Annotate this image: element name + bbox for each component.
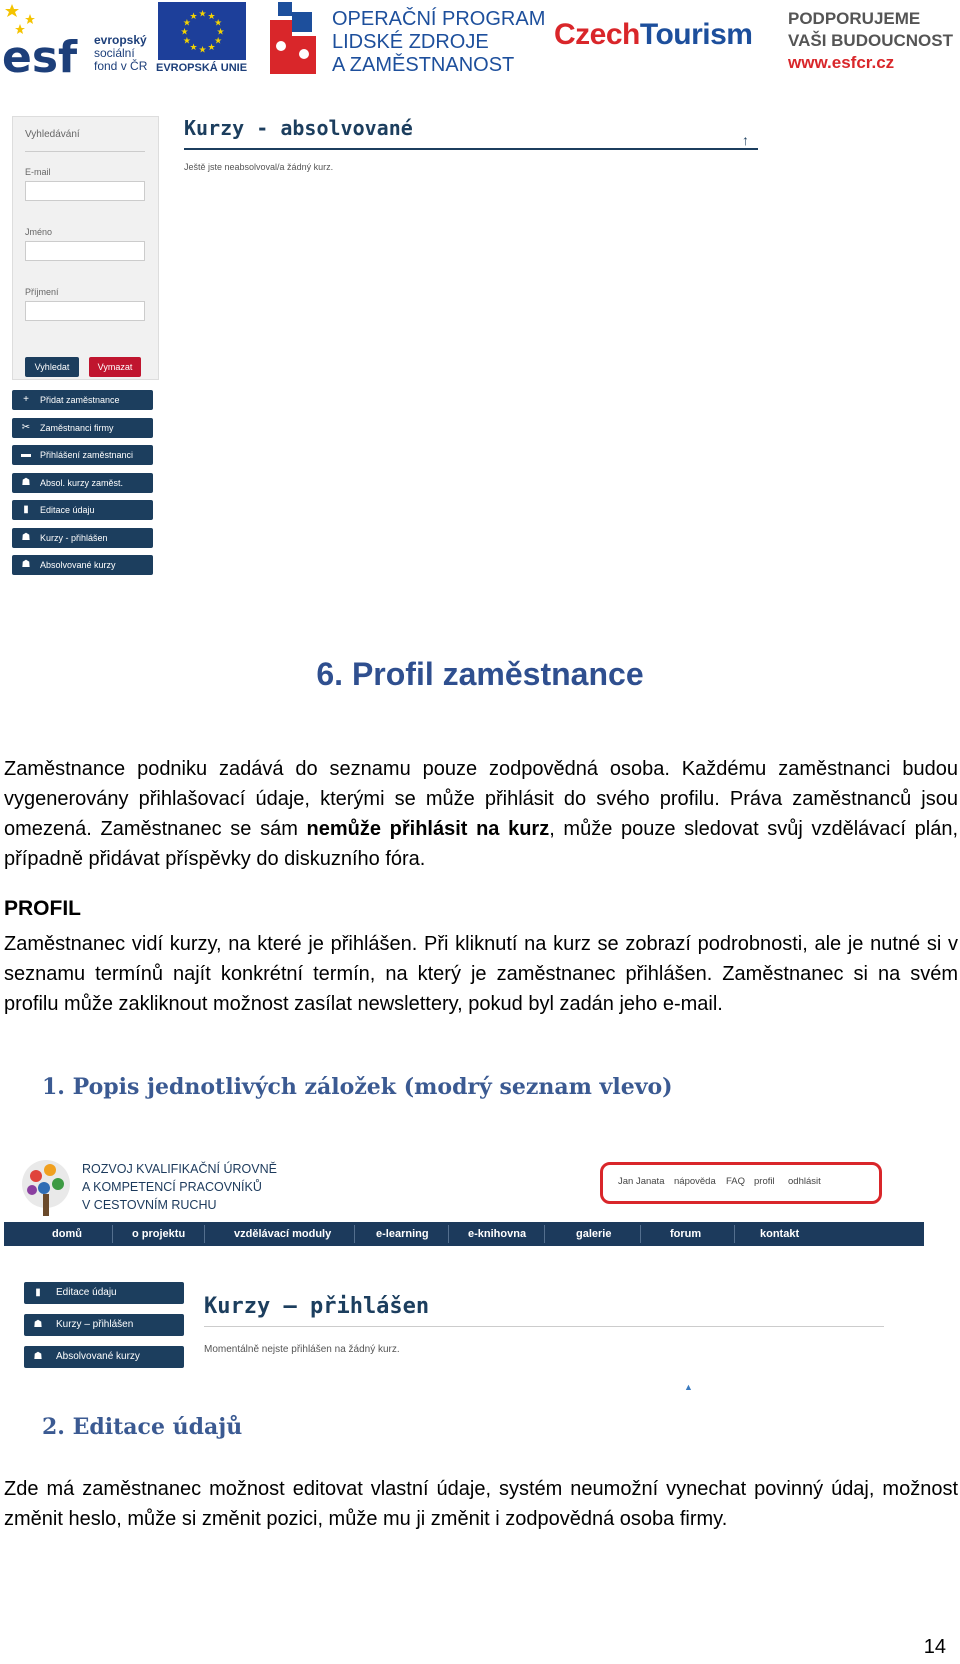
title-underline [184, 148, 758, 150]
subheading-tabs: 1. Popis jednotlivých záložek (modrý seznam vlevo) [42, 1074, 673, 1100]
email-field[interactable] [25, 181, 145, 201]
sidebar-item[interactable] [12, 390, 153, 410]
para-text: , může pouze sledovat svůj vzdělávací plán, případně přidávat příspěvky do diskuzního fóra. [4, 818, 959, 870]
eu-label: EVROPSKÁ UNIE [156, 62, 248, 74]
sidebar-item-label: Editace údaju [56, 1287, 117, 1298]
eu-star-icon: ★ [207, 43, 216, 54]
search-panel [12, 116, 159, 380]
site-title-line: ROZVOJ KVALIFIKAČNÍ ÚROVNĚ [82, 1162, 277, 1176]
profil-label: PROFIL [4, 897, 81, 920]
email-label: E-mail [25, 167, 51, 177]
nav-icon: ▮ [35, 1287, 41, 1298]
name-field[interactable] [25, 241, 145, 261]
clear-button[interactable]: Vymazat [89, 357, 141, 377]
page-title: Kurzy - absolvované [184, 116, 413, 140]
nav-icon: ☗ [21, 531, 31, 543]
menu-item[interactable]: e-knihovna [468, 1228, 527, 1240]
sidebar-item-label: Kurzy - přihlášen [40, 532, 108, 543]
menu-item[interactable]: forum [670, 1228, 702, 1240]
sidebar-item[interactable] [12, 555, 153, 575]
title-underline [204, 1326, 884, 1327]
surname-label: Příjmení [25, 287, 59, 297]
search-title: Vyhledávání [25, 129, 80, 140]
op-line: LIDSKÉ ZDROJE [332, 31, 489, 53]
eu-star-icon: ★ [214, 18, 223, 29]
para-text: Zaměstnance podniku zadává do seznamu pouze zodpovědná osoba. Každému zaměstnanci budou vygenerovány přihlašovací údaje, kterými se může přihlásit do svého profilu. Práva zaměstnanců jsou omezená. Zaměstnanec se sám [4, 758, 958, 840]
esf-logo-text [94, 34, 147, 73]
user-link[interactable]: Jan Janata [618, 1176, 665, 1187]
sidebar-item[interactable] [24, 1314, 184, 1336]
sidebar-item[interactable] [24, 1282, 184, 1304]
eu-star-icon: ★ [198, 45, 207, 56]
site-title-line: A KOMPETENCÍ PRACOVNÍKŮ [82, 1180, 262, 1194]
search-button[interactable]: Vyhledat [25, 357, 79, 377]
page-note: Momentálně nejste přihlášen na žádný kurz. [204, 1344, 400, 1355]
esf-line: fond v ČR [94, 59, 148, 73]
user-link[interactable]: nápověda [674, 1176, 716, 1187]
page-note: Ještě jste neabsolvoval/a žádný kurz. [184, 162, 334, 172]
subheading-edit: 2. Editace údajů [42, 1414, 243, 1440]
nav-icon: + [23, 394, 29, 405]
menu-separator [204, 1225, 205, 1243]
paragraph-profil: Zaměstnanec vidí kurzy, na které je přihlášen. Při kliknutí na kurz se zobrazí podrobnosti, ale je nutné si v seznamu termínů najít konkrétní termín, na který je zaměstnanec přihlášen. Zaměstnanec si na svém profilu může zakliknout možnost zasílat newslettery, pokud byl zadán jeho e-mail. [4, 933, 958, 1015]
eu-flag-icon [158, 2, 246, 60]
paragraph-intro [4, 754, 958, 874]
eu-star-icon: ★ [214, 36, 223, 47]
eu-star-icon: ★ [189, 43, 198, 54]
menu-separator [448, 1225, 449, 1243]
svg-text:esf: esf [2, 32, 78, 76]
op-lzz-text [332, 8, 545, 77]
menu-item[interactable]: domů [52, 1228, 82, 1240]
user-link[interactable]: FAQ [726, 1176, 746, 1187]
czechtourism-logo [554, 18, 752, 52]
nav-icon: ✂ [21, 421, 31, 433]
sidebar-item[interactable] [12, 528, 153, 548]
op-line: OPERAČNÍ PROGRAM [332, 8, 546, 30]
name-label: Jméno [25, 227, 53, 237]
screenshot-admin-profile [4, 106, 766, 586]
sidebar-item[interactable] [12, 418, 153, 438]
sidebar-item-label: Absol. kurzy zaměst. [40, 477, 124, 488]
tree-logo-icon [18, 1158, 74, 1218]
sidebar-item-label: Absolvované kurzy [40, 560, 116, 570]
op-line: A ZAMĚSTNANOST [332, 54, 515, 76]
sidebar-item[interactable] [24, 1346, 184, 1368]
menu-item[interactable]: kontakt [760, 1228, 800, 1240]
menu-item[interactable]: e-learning [376, 1228, 429, 1240]
nav-icon: ▮ [23, 504, 29, 515]
page-title: Kurzy – přihlášen [204, 1294, 430, 1319]
support-line: PODPORUJEME [788, 9, 921, 28]
sidebar-item[interactable] [12, 500, 153, 520]
sidebar-item-label: Přidat zaměstnance [40, 395, 120, 405]
user-link[interactable]: profil [754, 1176, 775, 1187]
eu-star-icon: ★ [216, 27, 225, 38]
nav-icon: ☗ [21, 476, 31, 488]
eu-star-icon: ★ [198, 9, 207, 20]
menu-separator [544, 1225, 545, 1243]
nav-icon: ☗ [21, 559, 31, 570]
screenshot-employee-profile [4, 1140, 924, 1390]
support-line: VAŠI BUDOUCNOST [788, 31, 953, 50]
menu-separator [354, 1225, 355, 1243]
eu-star-icon: ★ [180, 27, 189, 38]
support-logo [788, 8, 953, 74]
page-number: 14 [923, 1636, 946, 1658]
menu-item[interactable]: vzdělávací moduly [234, 1228, 332, 1240]
sidebar-item[interactable] [12, 445, 153, 465]
header-logos [0, 0, 960, 80]
nav-icon: ☗ [33, 1351, 43, 1362]
site-title-line: V CESTOVNÍM RUCHU [82, 1198, 217, 1212]
czechtourism-part1: Czech [554, 18, 640, 51]
menu-item[interactable]: o projektu [132, 1228, 186, 1240]
nav-icon: ▬ [21, 449, 31, 460]
sidebar-item[interactable] [12, 473, 153, 493]
eu-star-icon: ★ [207, 11, 216, 22]
menu-separator [640, 1225, 641, 1243]
main-menu [4, 1222, 924, 1246]
nav-icon: ☗ [33, 1319, 43, 1330]
support-url: www.esfcr.cz [788, 53, 895, 72]
op-lzz-logo-icon [270, 2, 324, 74]
esf-line: evropský [94, 33, 147, 47]
arrow-up-icon[interactable]: ↑ [742, 132, 749, 148]
sidebar-item-label: Kurzy – přihlášen [56, 1319, 134, 1330]
menu-separator [112, 1225, 113, 1243]
section-heading: 6. Profil zaměstnance [316, 656, 644, 692]
menu-item[interactable]: galerie [576, 1228, 612, 1240]
eu-star-icon: ★ [189, 11, 198, 22]
site-title [82, 1160, 277, 1214]
user-link[interactable]: odhlásit [788, 1176, 821, 1187]
esf-line: sociální [94, 46, 135, 60]
sidebar-item-label: Přihlášení zaměstnanci [40, 450, 134, 460]
sidebar-item-label: Editace údaju [40, 505, 95, 515]
sidebar-item-label: Absolvované kurzy [56, 1351, 140, 1362]
eu-star-icon: ★ [182, 36, 191, 47]
para-bold: nemůže přihlásit na kurz [306, 818, 550, 840]
paragraph-edit: Zde má zaměstnanec možnost editovat vlastní údaje, systém neumožní vynechat povinný údaj, možnost změnit heslo, může si změnit pozici, může mu ji změnit i zodpovědná osoba firmy. [4, 1478, 958, 1530]
arrow-up-icon[interactable]: ▲ [684, 1382, 693, 1392]
czechtourism-part2: Tourism [639, 18, 753, 51]
menu-separator [734, 1225, 735, 1243]
sidebar-item-label: Zaměstnanci firmy [40, 422, 114, 433]
esf-logo [2, 0, 84, 76]
surname-field[interactable] [25, 301, 145, 321]
eu-star-icon: ★ [182, 18, 191, 29]
divider [25, 151, 145, 152]
